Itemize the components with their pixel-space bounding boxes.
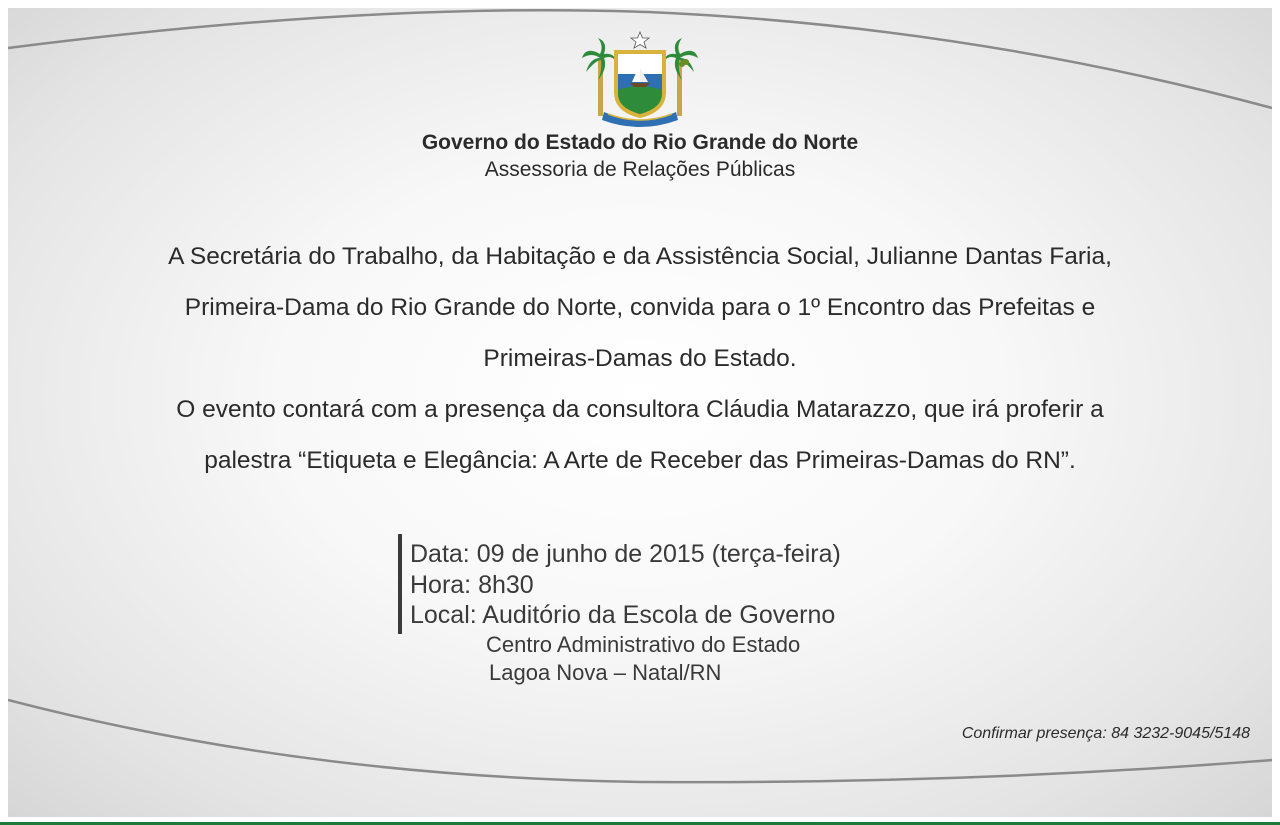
details-divider <box>398 534 402 634</box>
event-location-line2: Centro Administrativo do Estado <box>486 632 801 657</box>
invitation-paragraph <box>0 231 1280 384</box>
coat-of-arms-icon <box>578 28 702 132</box>
organization-department: Assessoria de Relações Públicas <box>484 158 796 181</box>
event-location: Local: Auditório da Escola de Governo <box>410 601 836 629</box>
paragraph-line: O evento contará com a presença da consultora Cláudia Matarazzo, que irá proferir a <box>176 396 1104 423</box>
event-paragraph <box>0 384 1280 486</box>
event-location-line3: Lagoa Nova – Natal/RN <box>489 660 722 685</box>
paragraph-line: A Secretária do Trabalho, da Habitação e da Assistência Social, Julianne Dantas Faria, <box>168 243 1112 270</box>
bottom-border <box>0 817 1280 825</box>
paragraph-line: palestra “Etiqueta e Elegância: A Arte de Receber das Primeiras-Damas do RN”. <box>204 447 1076 474</box>
event-date: Data: 09 de junho de 2015 (terça-feira) <box>410 540 841 568</box>
paragraph-line: Primeiras-Damas do Estado. <box>483 345 797 372</box>
paragraph-line: Primeira-Dama do Rio Grande do Norte, convida para o 1º Encontro das Prefeitas e <box>184 294 1096 321</box>
organization-name: Governo do Estado do Rio Grande do Norte <box>421 131 859 154</box>
event-time: Hora: 8h30 <box>410 571 534 599</box>
rsvp-contact: Confirmar presença: 84 3232-9045/5148 <box>961 725 1250 742</box>
